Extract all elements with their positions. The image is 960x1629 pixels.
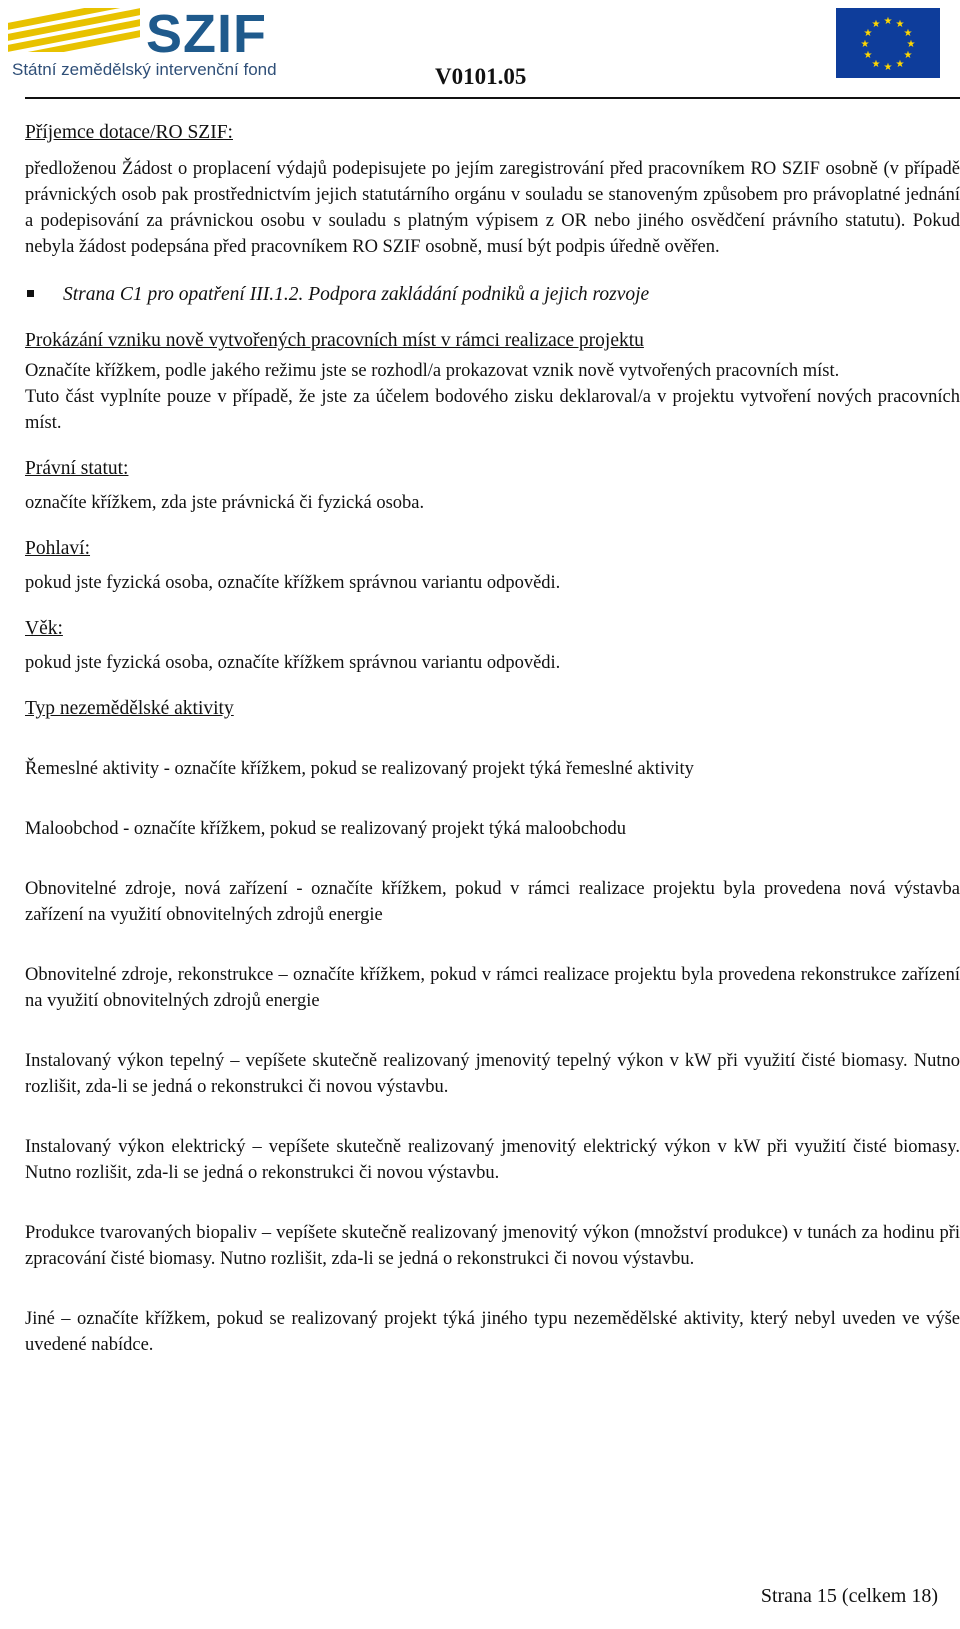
activity-item-biofuel-production: Produkce tvarovaných biopaliv – vepíšete skutečně realizovaný jmenovitý výkon (množství produkce) v tunách za hodinu při zpracování čisté biomasy. Nutno rozlišit, zda-li se jedná o rekonstrukci či novou výstavbu. bbox=[25, 1223, 960, 1269]
svg-text:★: ★ bbox=[860, 39, 870, 50]
section-title-activity: Typ nezemědělské aktivity bbox=[25, 698, 234, 719]
svg-text:★: ★ bbox=[895, 19, 905, 30]
logo-tagline: Státní zemědělský intervenční fond bbox=[12, 60, 277, 79]
svg-text:★: ★ bbox=[903, 28, 913, 39]
svg-text:★: ★ bbox=[906, 39, 916, 50]
eu-flag-icon bbox=[836, 8, 940, 78]
activity-item-electric-output: Instalovaný výkon elektrický – vepíšete skutečně realizovaný jmenovitý elektrický výkon v kW při využití čisté biomasy. Nutno rozlišit, zda-li se jedná o rekonstrukci či novou výstavbu. bbox=[25, 1137, 960, 1183]
svg-text:★: ★ bbox=[871, 59, 881, 70]
svg-text:★: ★ bbox=[863, 50, 873, 61]
section-title-recipient: Příjemce dotace/RO SZIF: bbox=[25, 122, 233, 143]
document-version: V0101.05 bbox=[435, 64, 527, 89]
header-divider bbox=[25, 97, 960, 99]
svg-text:★: ★ bbox=[871, 19, 881, 30]
svg-text:★: ★ bbox=[883, 16, 893, 27]
svg-text:★: ★ bbox=[895, 59, 905, 70]
svg-text:★: ★ bbox=[903, 50, 913, 61]
section-text-gender: pokud jste fyzická osoba, označíte křížkem správnou variantu odpovědi. bbox=[25, 573, 561, 593]
bullet-heading bbox=[25, 282, 960, 308]
section-text-jobs-2: Tuto část vyplníte pouze v případě, že jste za účelem bodového zisku deklaroval/a v projektu vytvoření nových pracovních míst. bbox=[25, 387, 960, 433]
activity-item-retail: Maloobchod - označíte křížkem, pokud se realizovaný projekt týká maloobchodu bbox=[25, 819, 627, 839]
section-text-age: pokud jste fyzická osoba, označíte křížkem správnou variantu odpovědi. bbox=[25, 653, 561, 673]
szif-logo bbox=[8, 4, 277, 80]
section-text-recipient: předloženou Žádost o proplacení výdajů podepisujete po jejím zaregistrování před pracovníkem RO SZIF osobně (v případě právnických osob pak prostřednictvím jejich statutárního orgánu v souladu se stanoveným způsobem pro právoplatné jednání a podepisování za právnickou osobu v souladu s platným výpisem z OR nebo jiného osvědčení právního statutu). Pokud nebyla žádost podepsána před pracovníkem RO SZIF osobně, musí být podpis úředně ověřen. bbox=[25, 159, 960, 257]
page-number: Strana 15 (celkem 18) bbox=[760, 1585, 938, 1607]
activity-item-other: Jiné – označíte křížkem, pokud se realizovaný projekt týká jiného typu nezemědělské aktivity, který nebyl uveden ve výše uvedené nabídce. bbox=[25, 1309, 960, 1355]
document-body bbox=[25, 100, 960, 1358]
activity-item-renewable-reconstruction: Obnovitelné zdroje, rekonstrukce – označíte křížkem, pokud v rámci realizace projektu byla provedena rekonstrukce zařízení na využití obnovitelných zdrojů energie bbox=[25, 965, 960, 1011]
section-title-gender: Pohlaví: bbox=[25, 538, 91, 559]
logo-brand: SZIF bbox=[146, 4, 267, 64]
section-title-jobs: Prokázání vzniku nově vytvořených pracovních míst v rámci realizace projektu bbox=[25, 330, 644, 351]
section-title-age: Věk: bbox=[25, 618, 63, 639]
section-text-jobs-1: Označíte křížkem, podle jakého režimu jste se rozhodl/a prokazovat vznik nově vytvořených pracovních míst. bbox=[25, 361, 840, 381]
logo-stripes-icon bbox=[8, 8, 140, 52]
page-header bbox=[0, 0, 960, 100]
square-bullet-icon bbox=[27, 290, 34, 297]
section-text-legal: označíte křížkem, zda jste právnická či fyzická osoba. bbox=[25, 493, 425, 513]
activity-item-thermal-output: Instalovaný výkon tepelný – vepíšete skutečně realizovaný jmenovitý tepelný výkon v kW při využití čisté biomasy. Nutno rozlišit, zda-li se jedná o rekonstrukci či novou výstavbu. bbox=[25, 1051, 960, 1097]
activity-item-crafts: Řemeslné aktivity - označíte křížkem, pokud se realizovaný projekt týká řemeslné aktivity bbox=[25, 759, 694, 779]
activity-item-renewable-new: Obnovitelné zdroje, nová zařízení - označíte křížkem, pokud v rámci realizace projektu byla provedena nová výstavba zařízení na využití obnovitelných zdrojů energie bbox=[25, 879, 960, 925]
section-title-legal: Právní statut: bbox=[25, 458, 129, 479]
bullet-heading-text: Strana C1 pro opatření III.1.2. Podpora zakládání podniků a jejich rozvoje bbox=[63, 284, 650, 305]
svg-text:★: ★ bbox=[863, 28, 873, 39]
svg-text:★: ★ bbox=[883, 62, 893, 73]
